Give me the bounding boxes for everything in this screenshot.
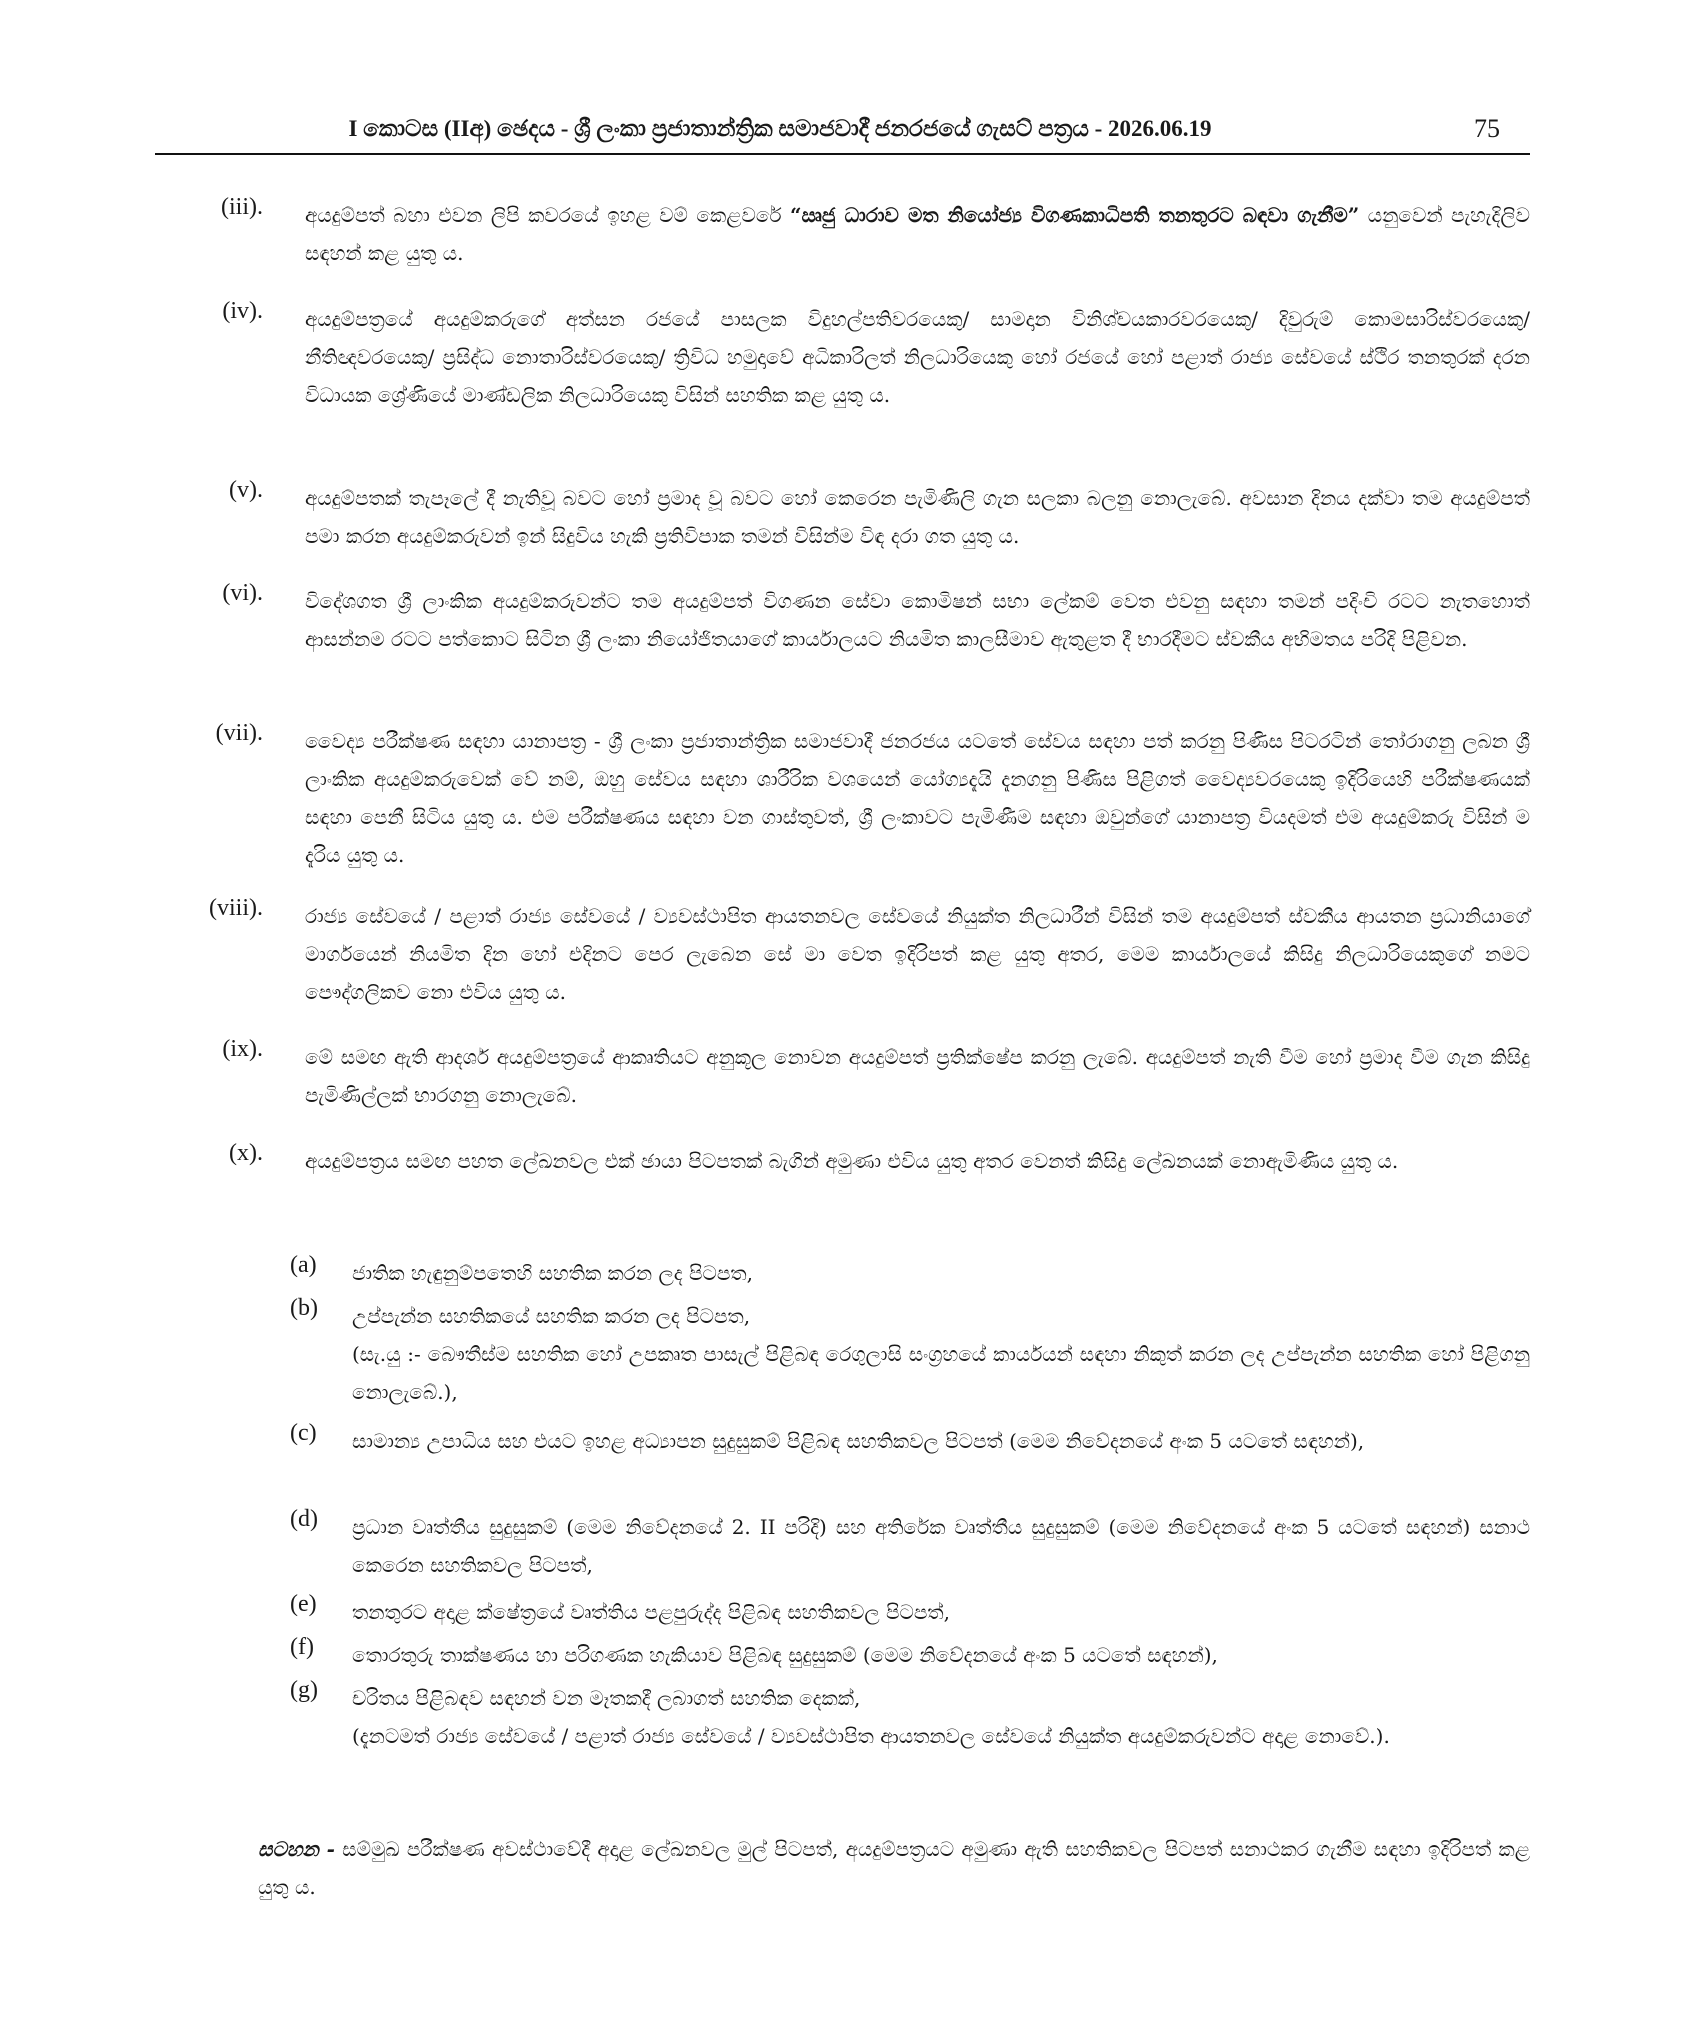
gazette-header [155, 112, 1530, 152]
clause-text: රාජ්‍ය සේවයේ / පළාත් රාජ්‍ය සේවයේ / ව්‍යවස්ථාපිත ආයතනවල සේවයේ නියුක්ත නිලධාරීන් විසින් තම අයදුම්පත් ස්වකීය ආයතන ප්‍රධානියාගේ මාර්ගයෙන් නියමිත දින හෝ එදිනට පෙර ලැබෙන සේ මා වෙත ඉදිරිපත් කළ යුතු අතර, මෙම කාර්යාලයේ කිසිදු නිලධාරියෙකුගේ නමට පෞද්ගලිකව නො එවිය යුතු ය. [305, 904, 1530, 1004]
clause-number: (vi). [222, 580, 263, 606]
subclause-text: තනතුරට අදාළ ක්ෂේත්‍රයේ වෘත්තිය පළපුරුද්ද පිළිබඳ සහතිකවල පිටපත්, [352, 1600, 951, 1624]
clause-number: (v). [229, 477, 263, 503]
clause-text: වෛද්‍ය පරීක්ෂණ සඳහා යානාපත්‍ර - ශ්‍රී ලංකා ප්‍රජාතාන්ත්‍රික සමාජවාදී ජනරජය යටතේ සේවය සඳහා පත් කරනු පිණිස පිටරටින් තෝරාගනු ලබන ශ්‍රී ලාංකික අයදුම්කරුවෙක් වේ නම්, ඔහු සේවය සඳහා ශාරීරික වශයෙන් යෝග්‍යදැයි දැනගනු පිණිස පිළිගත් වෛද්‍යවරයෙකු ඉදිරියෙහි පරීක්ෂණයක් සඳහා පෙනී සිටිය යුතු ය. එම පරීක්ෂණය සඳහා වන ගාස්තුවත්, ශ්‍රී ලංකාවට පැමිණීම සඳහා ඔවුන්ගේ යානාපත්‍ර වියදමත් එම අයදුම්කරු විසින් ම දැරිය යුතු ය. [305, 729, 1530, 867]
subclause-letter: (g) [290, 1677, 318, 1703]
clause-bold-text: “ඍජු ධාරාව මත නියෝජ්‍ය විගණකාධිපති තනතුරට බඳවා ගැනීම” [790, 203, 1360, 227]
header-rule [155, 153, 1530, 155]
subclause-letter: (d) [290, 1506, 318, 1532]
clause-number: (viii). [209, 895, 263, 921]
page-number: 75 [1474, 114, 1500, 143]
clause-text: මේ සමඟ ඇති ආදර්ශ අයදුම්පත්‍රයේ ආකෘතියට අනුකූල නොවන අයදුම්පත් ප්‍රතික්ෂේප කරනු ලැබේ. අයදුම්පත් නැති වීම හෝ ප්‍රමාද වීම ගැන කිසිදු පැමිණිල්ලක් භාරගනු නොලැබේ. [305, 1045, 1530, 1107]
subclause-letter: (e) [290, 1591, 317, 1617]
subclause-note: (සැ.යු :- බෞතීස්ම සහතික හෝ උපකෘත පාසැල් පිළිබඳ රෙගුලාසි සංග්‍රහයේ කාර්යයන් සඳහා නිකුත් කරන ලද උප්පැන්න සහතික හෝ පිළිගනු නොලැබේ.), [352, 1342, 1530, 1404]
subclause-text: චරිතය පිළිබඳව සඳහන් වන මෑතකදී ලබාගත් සහතික දෙකක්, [352, 1686, 861, 1710]
subclause-text: ප්‍රධාන වෘත්තීය සුදුසුකම් (මෙම නිවේදනයේ 2. II පරිදි) සහ අතිරේක වෘත්තීය සුදුසුකම් (මෙම නිවේදනයේ අංක 5 යටතේ සඳහන්) සනාථ කෙරෙන සහතිකවල පිටපත්, [352, 1515, 1530, 1577]
clause-number: (x). [229, 1140, 263, 1166]
subclause-letter: (f) [290, 1634, 314, 1660]
subclause-text: සාමාන්‍ය උපාධිය සහ එයට ඉහළ අධ්‍යාපන සුදුසුකම් පිළිබඳ සහතිකවල පිටපත් (මෙම නිවේදනයේ අංක 5 යටතේ සඳහන්), [352, 1429, 1365, 1453]
clause-text: අයදුම්පත් බහා එවන ලිපි කවරයේ ඉහළ වම් කෙළවරේ “ඍජු ධාරාව මත නියෝජ්‍ය විගණකාධිපති තනතුරට බඳවා ගැනීම” යනුවෙන් පැහැදිලිව සඳහන් කළ යුතු ය. [305, 203, 1530, 265]
clause-number: (iii). [221, 194, 263, 220]
footnote [258, 1830, 1530, 1906]
subclause-note: (දැනටමත් රාජ්‍ය සේවයේ / පළාත් රාජ්‍ය සේවයේ / ව්‍යවස්ථාපිත ආයතනවල සේවයේ නියුක්ත අයදුම්කරුවන්ට අදාළ නොවේ.). [352, 1724, 1390, 1748]
footnote-text: සම්මුඛ පරීක්ෂණ අවස්ථාවේදී අදාළ ලේඛනවල මුල් පිටපත්, අයදුම්පත්‍රයට අමුණා ඇති සහතිකවල පිටපත් සනාථකර ගැනීම සඳහා ඉදිරිපත් කළ යුතු ය. [258, 1837, 1530, 1899]
header-title: I කොටස (IIඅ) ඡෙදය - ශ්‍රී ලංකා ප්‍රජාතාන්ත්‍රික සමාජවාදී ජනරජයේ ගැසට් පත්‍රය - 2026.06.19 [348, 116, 1212, 141]
clause-number: (iv). [222, 298, 263, 324]
clause-text: අයදුම්පත්‍රය සමඟ පහත ලේඛනවල එක් ඡායා පිටපතක් බැගින් අමුණා එවිය යුතු අතර වෙනත් කිසිදු ලේඛනයක් නොඇමිණිය යුතු ය. [305, 1149, 1399, 1173]
clause-text: අයදුම්පතක් තැපෑලේ දී නැතිවූ බවට හෝ ප්‍රමාද වූ බවට හෝ කෙරෙන පැමිණිලි ගැන සලකා බලනු නොලැබේ. අවසාන දිනය දක්වා තම අයදුම්පත් පමා කරන අයදුම්කරුවන් ඉන් සිදුවිය හැකි ප්‍රතිවිපාක තමන් විසින්ම විඳ දරා ගත යුතු ය. [305, 486, 1530, 548]
clause-number: (vii). [215, 720, 263, 746]
clause-text: විදේශගත ශ්‍රී ලාංකික අයදුම්කරුවන්ට තම අයදුම්පත් විගණන සේවා කොමිෂන් සභා ලේකම් වෙත එවනු සඳහා තමන් පදිංචි රටට නැතහොත් ආසන්නම රටට පත්කොට සිටින ශ්‍රී ලංකා නියෝජිතයාගේ කාර්යාලයට නියමිත කාලසීමාව ඇතුළත දී භාරදීමට ස්වකීය අභිමතය පරිදි පිළිවන. [305, 589, 1530, 651]
subclause-letter: (a) [290, 1252, 317, 1278]
subclause-letter: (b) [290, 1295, 318, 1321]
subclause-text: තොරතුරු තාක්ෂණය හා පරිගණක හැකියාව පිළිබඳ සුදුසුකම් (මෙම නිවේදනයේ අංක 5 යටතේ සඳහන්), [352, 1643, 1218, 1667]
clause-number: (ix). [222, 1036, 263, 1062]
subclause-letter: (c) [290, 1420, 317, 1446]
subclause-text: උප්පැන්න සහතිකයේ සහතික කරන ලද පිටපත, [352, 1304, 751, 1328]
clause-text: අයදුම්පත්‍රයේ අයදුම්කරුගේ අත්සන රජයේ පාසලක විදුහල්පතිවරයෙකු/ සාමදාන විනිශ්චයකාරවරයෙකු/ දිවුරුම් කොමසාරිස්වරයෙකු/ නීතිඥවරයෙකු/ ප්‍රසිද්ධ නොතාරිස්වරයෙකු/ ත්‍රිවිධ හමුදාවේ අධිකාරිලත් නිලධාරියෙකු හෝ රජයේ හෝ පළාත් රාජ්‍ය සේවයේ ස්ථිර තනතුරක් දරන විධායක ශ්‍රේණියේ මාණ්ඩලික නිලධාරියෙකු විසින් සහතික කළ යුතු ය. [305, 307, 1530, 407]
footnote-label: සටහන - [258, 1837, 335, 1861]
subclause-text: ජාතික හැඳුනුම්පතෙහි සහතික කරන ලද පිටපත, [352, 1261, 754, 1285]
